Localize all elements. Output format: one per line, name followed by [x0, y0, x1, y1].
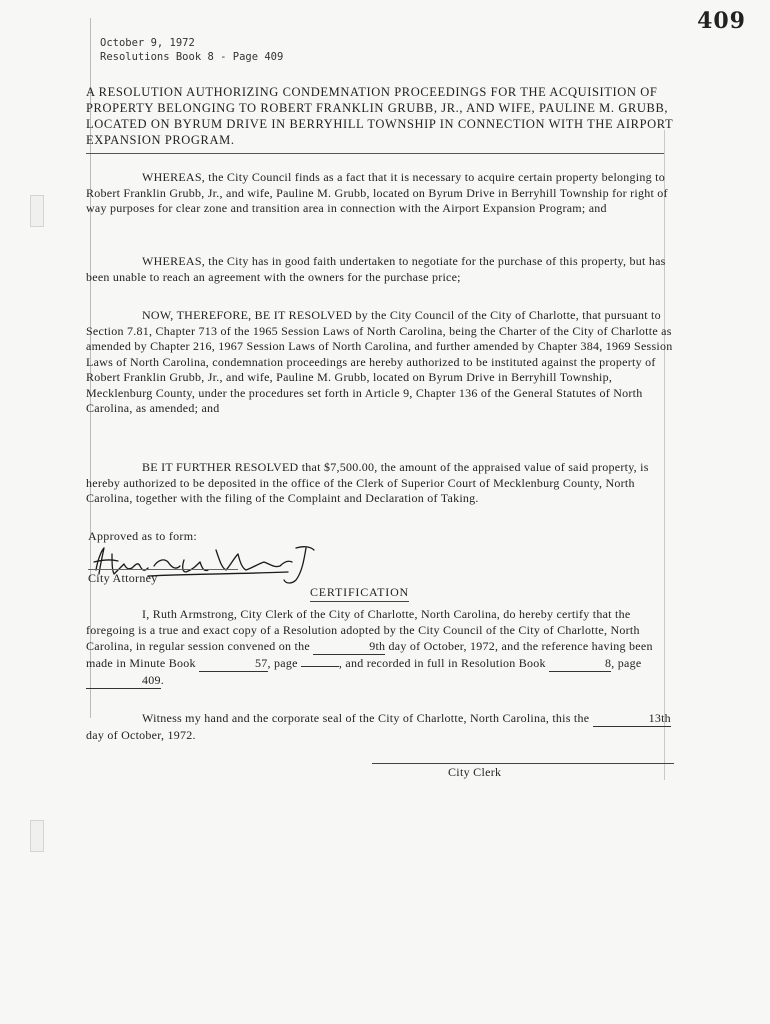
page-number: 409	[697, 8, 746, 34]
resolution-title: A RESOLUTION AUTHORIZING CONDEMNATION PROCEEDINGS FOR THE ACQUISITION OF PROPERTY BELONGING TO ROBERT FRANKLIN GRUBB, JR., AND WIFE, PAULINE M. GRUBB, LOCATED ON BYRUM DRIVE IN BERRYHILL TOWNSHIP IN CONNECTION WITH THE AIRPORT EXPANSION PROGRAM.	[86, 85, 673, 147]
paragraph-text: BE IT FURTHER RESOLVED that $7,500.00, the amount of the appraised value of said property, is hereby authorized to be deposited in the office of the Clerk of Superior Court of Mecklenburg County, North Carolina, together with the filing of the Complaint and Declaration of Taking.	[86, 460, 649, 505]
title-underline	[86, 153, 664, 154]
witness-text: Witness my hand and the corporate seal of the City of Charlotte, North Carolina, this the	[142, 711, 590, 725]
city-clerk-label: City Clerk	[448, 765, 502, 779]
resolution-book-field: 8	[549, 655, 611, 672]
witness-text: day of October, 1972.	[86, 728, 196, 742]
minute-book-field: 57	[199, 655, 268, 672]
whereas-paragraph-1	[86, 170, 676, 217]
document-header	[100, 36, 283, 64]
certification-text: .	[160, 673, 164, 687]
city-attorney-label: City Attorney	[88, 571, 158, 585]
paragraph-text: NOW, THEREFORE, BE IT RESOLVED by the City Council of the City of Charlotte, that pursuant to Section 7.81, Chapter 713 of the 1965 Session Laws of North Carolina, being the Charter of the City of Charlotte as amended by Chapter 216, 1967 Session Laws of North Carolina, and further amended by Chapter 384, 1969 Session Laws of North Carolina, condemnation proceedings are hereby authorized to be instituted against the property of Robert Franklin Grubb, Jr., and wife, Pauline M. Grubb, located on Byrum Drive in Berryhill Township, Mecklenburg County, under the procedures set forth in Article 9, Chapter 136 of the General Statutes of North Carolina, as amended; and	[86, 308, 673, 415]
minute-page-field	[301, 666, 339, 667]
attorney-signature-line	[88, 569, 238, 570]
scan-edge-mark	[30, 195, 44, 227]
paragraph-text: WHEREAS, the City Council finds as a fact that it is necessary to acquire certain property belonging to Robert Franklin Grubb, Jr., and wife, Pauline M. Grubb, located on Byrum Drive in Berryhill Township for right of way purposes for clear zone and transition area in connection with the Airport Expansion Program; and	[86, 170, 668, 215]
certification-text: I, Ruth Armstrong, City Clerk of the City of Charlotte, North Carolina, do hereby certify that the foregoing is a true and exact copy of a Resolution adopted by the City Council of the City of Charlotte, North Carolina, in regular session convened on the	[86, 607, 640, 653]
certification-text: , page	[611, 656, 642, 670]
certification-heading: CERTIFICATION	[310, 585, 409, 602]
resolved-paragraph	[86, 308, 676, 417]
header-date: October 9, 1972	[100, 37, 195, 49]
certification-text: day of October, 1972, and the reference having been made in Minute Book	[86, 639, 653, 670]
approved-as-to-form-label: Approved as to form:	[88, 529, 197, 543]
clerk-signature-line	[372, 763, 674, 764]
witness-paragraph	[86, 710, 676, 743]
whereas-paragraph-2	[86, 254, 676, 285]
resolution-page-field: 409	[86, 672, 161, 689]
certification-paragraph	[86, 606, 676, 689]
further-resolved-paragraph	[86, 460, 676, 507]
scan-edge-mark	[30, 820, 44, 852]
witness-day-field: 13th	[593, 710, 671, 727]
certification-text: , and recorded in full in Resolution Book	[338, 656, 546, 670]
paragraph-text: WHEREAS, the City has in good faith undertaken to negotiate for the purchase of this property, but has been unable to reach an agreement with the owners for the purchase price;	[86, 254, 666, 284]
session-day-field: 9th	[313, 638, 385, 655]
certification-text: , page	[267, 656, 298, 670]
header-reference: Resolutions Book 8 - Page 409	[100, 51, 284, 63]
